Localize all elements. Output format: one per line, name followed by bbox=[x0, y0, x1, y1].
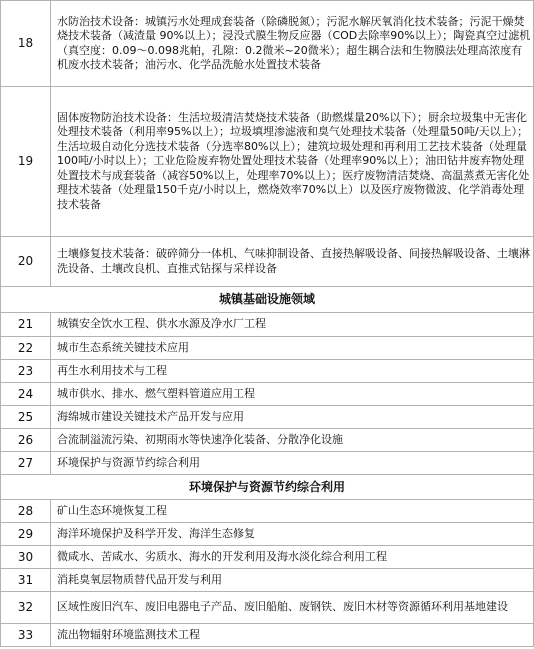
row-content: 再生水利用技术与工程 bbox=[51, 360, 534, 383]
row-content: 流出物辐射环境监测技术工程 bbox=[51, 624, 534, 647]
row-content: 消耗臭氧层物质替代品开发与利用 bbox=[51, 569, 534, 592]
row-content: 微咸水、苦咸水、劣质水、海水的开发利用及海水淡化综合利用工程 bbox=[51, 546, 534, 569]
row-content: 城镇安全饮水工程、供水水源及净水厂工程 bbox=[51, 313, 534, 337]
row-content: 矿山生态环境恢复工程 bbox=[51, 500, 534, 523]
section-title: 环境保护与资源节约综合利用 bbox=[1, 475, 534, 500]
row-content: 水防治技术设备：城镇污水处理成套装备（除磷脱氮）；污泥水解厌氧消化技术装备；污泥干燥焚烧技术装备（减渣量 90%以上）；浸没式膜生物反应器（COD去除率90%以上）；陶瓷真空过滤机（真空度：0.09～0.098兆帕，孔隙：0.2微米~20微米）；超生耦合法和生物膜法处理高浓度有机废水技术装备；油污水、化学品洗舱水处置技术装备 bbox=[51, 1, 534, 87]
row-content: 环境保护与资源节约综合利用 bbox=[51, 452, 534, 475]
row-number: 23 bbox=[1, 360, 51, 383]
row-content: 区域性废旧汽车、废旧电器电子产品、废旧船舶、废钢铁、废旧木材等资源循环利用基地建设 bbox=[51, 592, 534, 624]
row-content: 海洋环境保护及科学开发、海洋生态修复 bbox=[51, 523, 534, 546]
table-row bbox=[1, 569, 534, 592]
row-number: 33 bbox=[1, 624, 51, 647]
row-number: 20 bbox=[1, 237, 51, 287]
row-number: 30 bbox=[1, 546, 51, 569]
table-row bbox=[1, 624, 534, 647]
row-content: 海绵城市建设关键技术产品开发与应用 bbox=[51, 406, 534, 429]
table-row bbox=[1, 592, 534, 624]
table-row bbox=[1, 237, 534, 287]
row-number: 29 bbox=[1, 523, 51, 546]
row-number: 22 bbox=[1, 337, 51, 360]
section-header-row bbox=[1, 287, 534, 313]
table-row bbox=[1, 429, 534, 452]
row-content: 城市生态系统关键技术应用 bbox=[51, 337, 534, 360]
row-number: 19 bbox=[1, 87, 51, 237]
table-row bbox=[1, 452, 534, 475]
table-row bbox=[1, 1, 534, 87]
row-content: 城市供水、排水、燃气塑料管道应用工程 bbox=[51, 383, 534, 406]
row-number: 27 bbox=[1, 452, 51, 475]
row-number: 24 bbox=[1, 383, 51, 406]
row-content: 固体废物防治技术设备：生活垃圾清洁焚烧技术装备（助燃煤量20%以下）；厨余垃圾集中无害化处理技术装备（利用率95%以上）；垃圾填埋渗滤液和臭气处理技术装备（处理量50吨/天以上）；生活垃圾自动化分选技术装备（分选率80%以上）；建筑垃圾处理和再利用工艺技术装备（处理量100吨/小时以上）；工业危险废弃物处置处理技术装备（处理率90%以上）；油田钻井废弃物处理处置技术与成套装备（减容50%以上，处理率70%以上）；医疗废物清洁焚烧、高温蒸煮无害化处理技术装备（处理量150千克/小时以上，燃烧效率70%以上）以及医疗废物微波、化学消毒处理技术装备 bbox=[51, 87, 534, 237]
table-row bbox=[1, 406, 534, 429]
table-row bbox=[1, 313, 534, 337]
row-content: 合流制溢流污染、初期雨水等快速净化装备、分散净化设施 bbox=[51, 429, 534, 452]
row-number: 18 bbox=[1, 1, 51, 87]
section-header-row bbox=[1, 475, 534, 500]
table-row bbox=[1, 523, 534, 546]
row-content: 土壤修复技术装备：破碎筛分一体机、气味抑制设备、直接热解吸设备、间接热解吸设备、土壤淋洗设备、土壤改良机、直推式钻探与采样设备 bbox=[51, 237, 534, 287]
row-number: 32 bbox=[1, 592, 51, 624]
row-number: 31 bbox=[1, 569, 51, 592]
table-row bbox=[1, 500, 534, 523]
table-row bbox=[1, 360, 534, 383]
table-row bbox=[1, 337, 534, 360]
row-number: 21 bbox=[1, 313, 51, 337]
section-title: 城镇基础设施领域 bbox=[1, 287, 534, 313]
table-row bbox=[1, 87, 534, 237]
row-number: 26 bbox=[1, 429, 51, 452]
table-row bbox=[1, 383, 534, 406]
table-row bbox=[1, 546, 534, 569]
row-number: 25 bbox=[1, 406, 51, 429]
row-number: 28 bbox=[1, 500, 51, 523]
